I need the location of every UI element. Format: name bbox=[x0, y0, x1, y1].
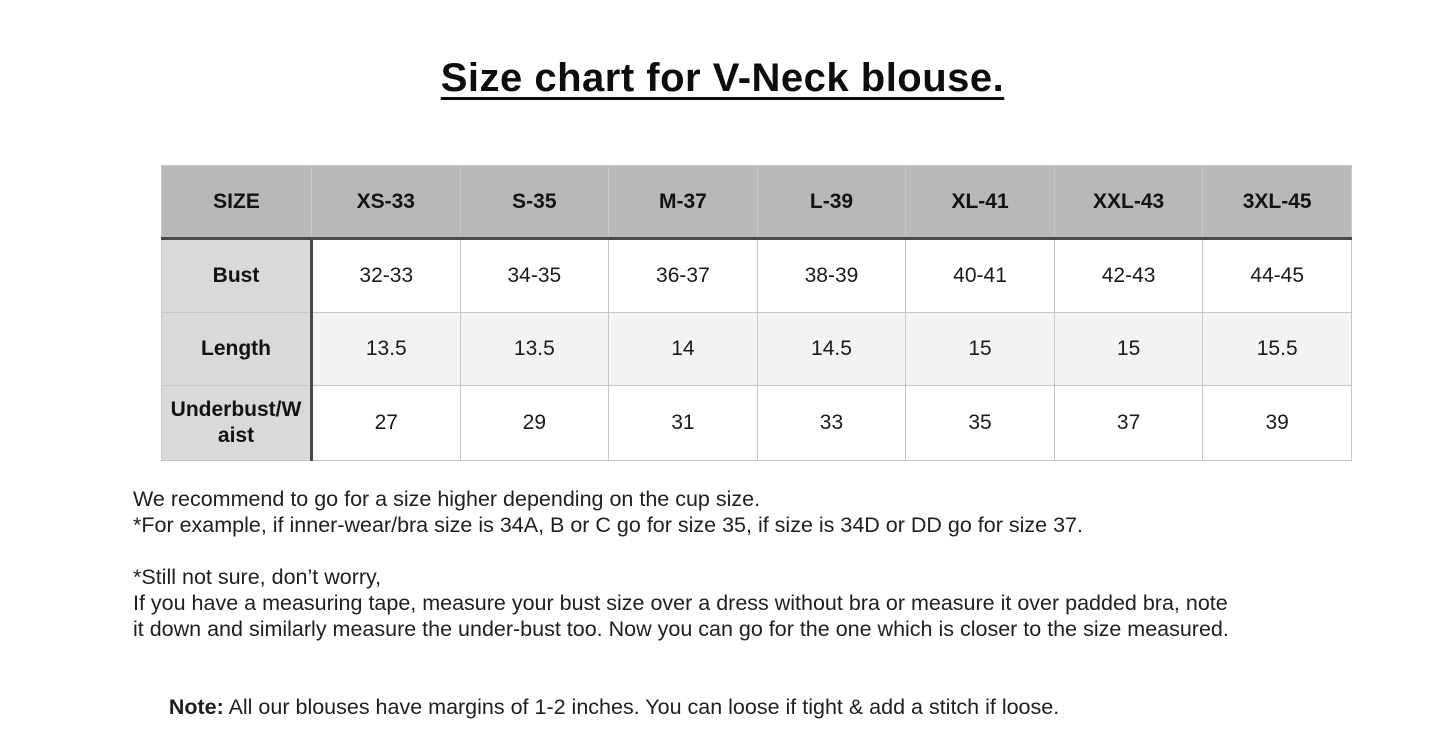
column-header-3xl: 3XL-45 bbox=[1203, 166, 1352, 239]
bust-cell: 44-45 bbox=[1203, 239, 1352, 313]
length-cell: 15 bbox=[906, 313, 1055, 386]
underbust-cell: 37 bbox=[1054, 386, 1203, 461]
column-header-m: M-37 bbox=[609, 166, 758, 239]
bust-cell: 34-35 bbox=[460, 239, 609, 313]
column-header-l: L-39 bbox=[757, 166, 906, 239]
table-header-row bbox=[162, 166, 1352, 239]
length-cell: 13.5 bbox=[460, 313, 609, 386]
underbust-cell: 35 bbox=[906, 386, 1055, 461]
note-label: Note: bbox=[168, 695, 224, 719]
bust-cell: 32-33 bbox=[312, 239, 461, 313]
page-title: Size chart for V-Neck blouse. bbox=[440, 56, 1005, 100]
note-line-recommendation: We recommend to go for a size higher depending on the cup size. bbox=[133, 487, 761, 511]
note-line-measuring-2: it down and similarly measure the under-bust too. Now you can go for the one which is closer to the size measured. bbox=[133, 617, 1229, 641]
bust-cell: 36-37 bbox=[609, 239, 758, 313]
bust-cell: 42-43 bbox=[1054, 239, 1203, 313]
row-label-underbust-waist: Underbust/Waist bbox=[162, 386, 312, 461]
length-cell: 14.5 bbox=[757, 313, 906, 386]
table-row-underbust-waist bbox=[162, 386, 1352, 461]
table-row-bust bbox=[162, 239, 1352, 313]
length-cell: 15 bbox=[1054, 313, 1203, 386]
bust-cell: 40-41 bbox=[906, 239, 1055, 313]
underbust-cell: 27 bbox=[312, 386, 461, 461]
note-line-example: *For example, if inner-wear/bra size is 34A, B or C go for size 35, if size is 34D or DD go for size 37. bbox=[133, 513, 1083, 537]
notes-block bbox=[133, 486, 1373, 746]
note-line-spacer bbox=[133, 538, 1373, 564]
note-text: All our blouses have margins of 1-2 inches. You can loose if tight & add a stitch if loose. bbox=[223, 695, 1060, 719]
column-header-xl: XL-41 bbox=[906, 166, 1055, 239]
size-chart-table bbox=[161, 165, 1352, 461]
row-label-bust: Bust bbox=[162, 239, 312, 313]
underbust-cell: 29 bbox=[460, 386, 609, 461]
column-header-s: S-35 bbox=[460, 166, 609, 239]
column-header-xxl: XXL-43 bbox=[1054, 166, 1203, 239]
size-chart-table-container bbox=[161, 165, 1352, 461]
bust-cell: 38-39 bbox=[757, 239, 906, 313]
note-line-margins bbox=[133, 668, 1373, 746]
note-line-spacer bbox=[133, 642, 1373, 668]
note-line-still-not-sure: *Still not sure, don’t worry, bbox=[133, 565, 382, 589]
length-cell: 15.5 bbox=[1203, 313, 1352, 386]
column-header-xs: XS-33 bbox=[312, 166, 461, 239]
length-cell: 14 bbox=[609, 313, 758, 386]
underbust-cell: 31 bbox=[609, 386, 758, 461]
row-label-length: Length bbox=[162, 313, 312, 386]
table-row-length bbox=[162, 313, 1352, 386]
underbust-cell: 33 bbox=[757, 386, 906, 461]
note-line-measuring-1: If you have a measuring tape, measure your bust size over a dress without bra or measure it over padded bra, note bbox=[133, 591, 1228, 615]
column-header-size: SIZE bbox=[162, 166, 312, 239]
length-cell: 13.5 bbox=[312, 313, 461, 386]
underbust-cell: 39 bbox=[1203, 386, 1352, 461]
